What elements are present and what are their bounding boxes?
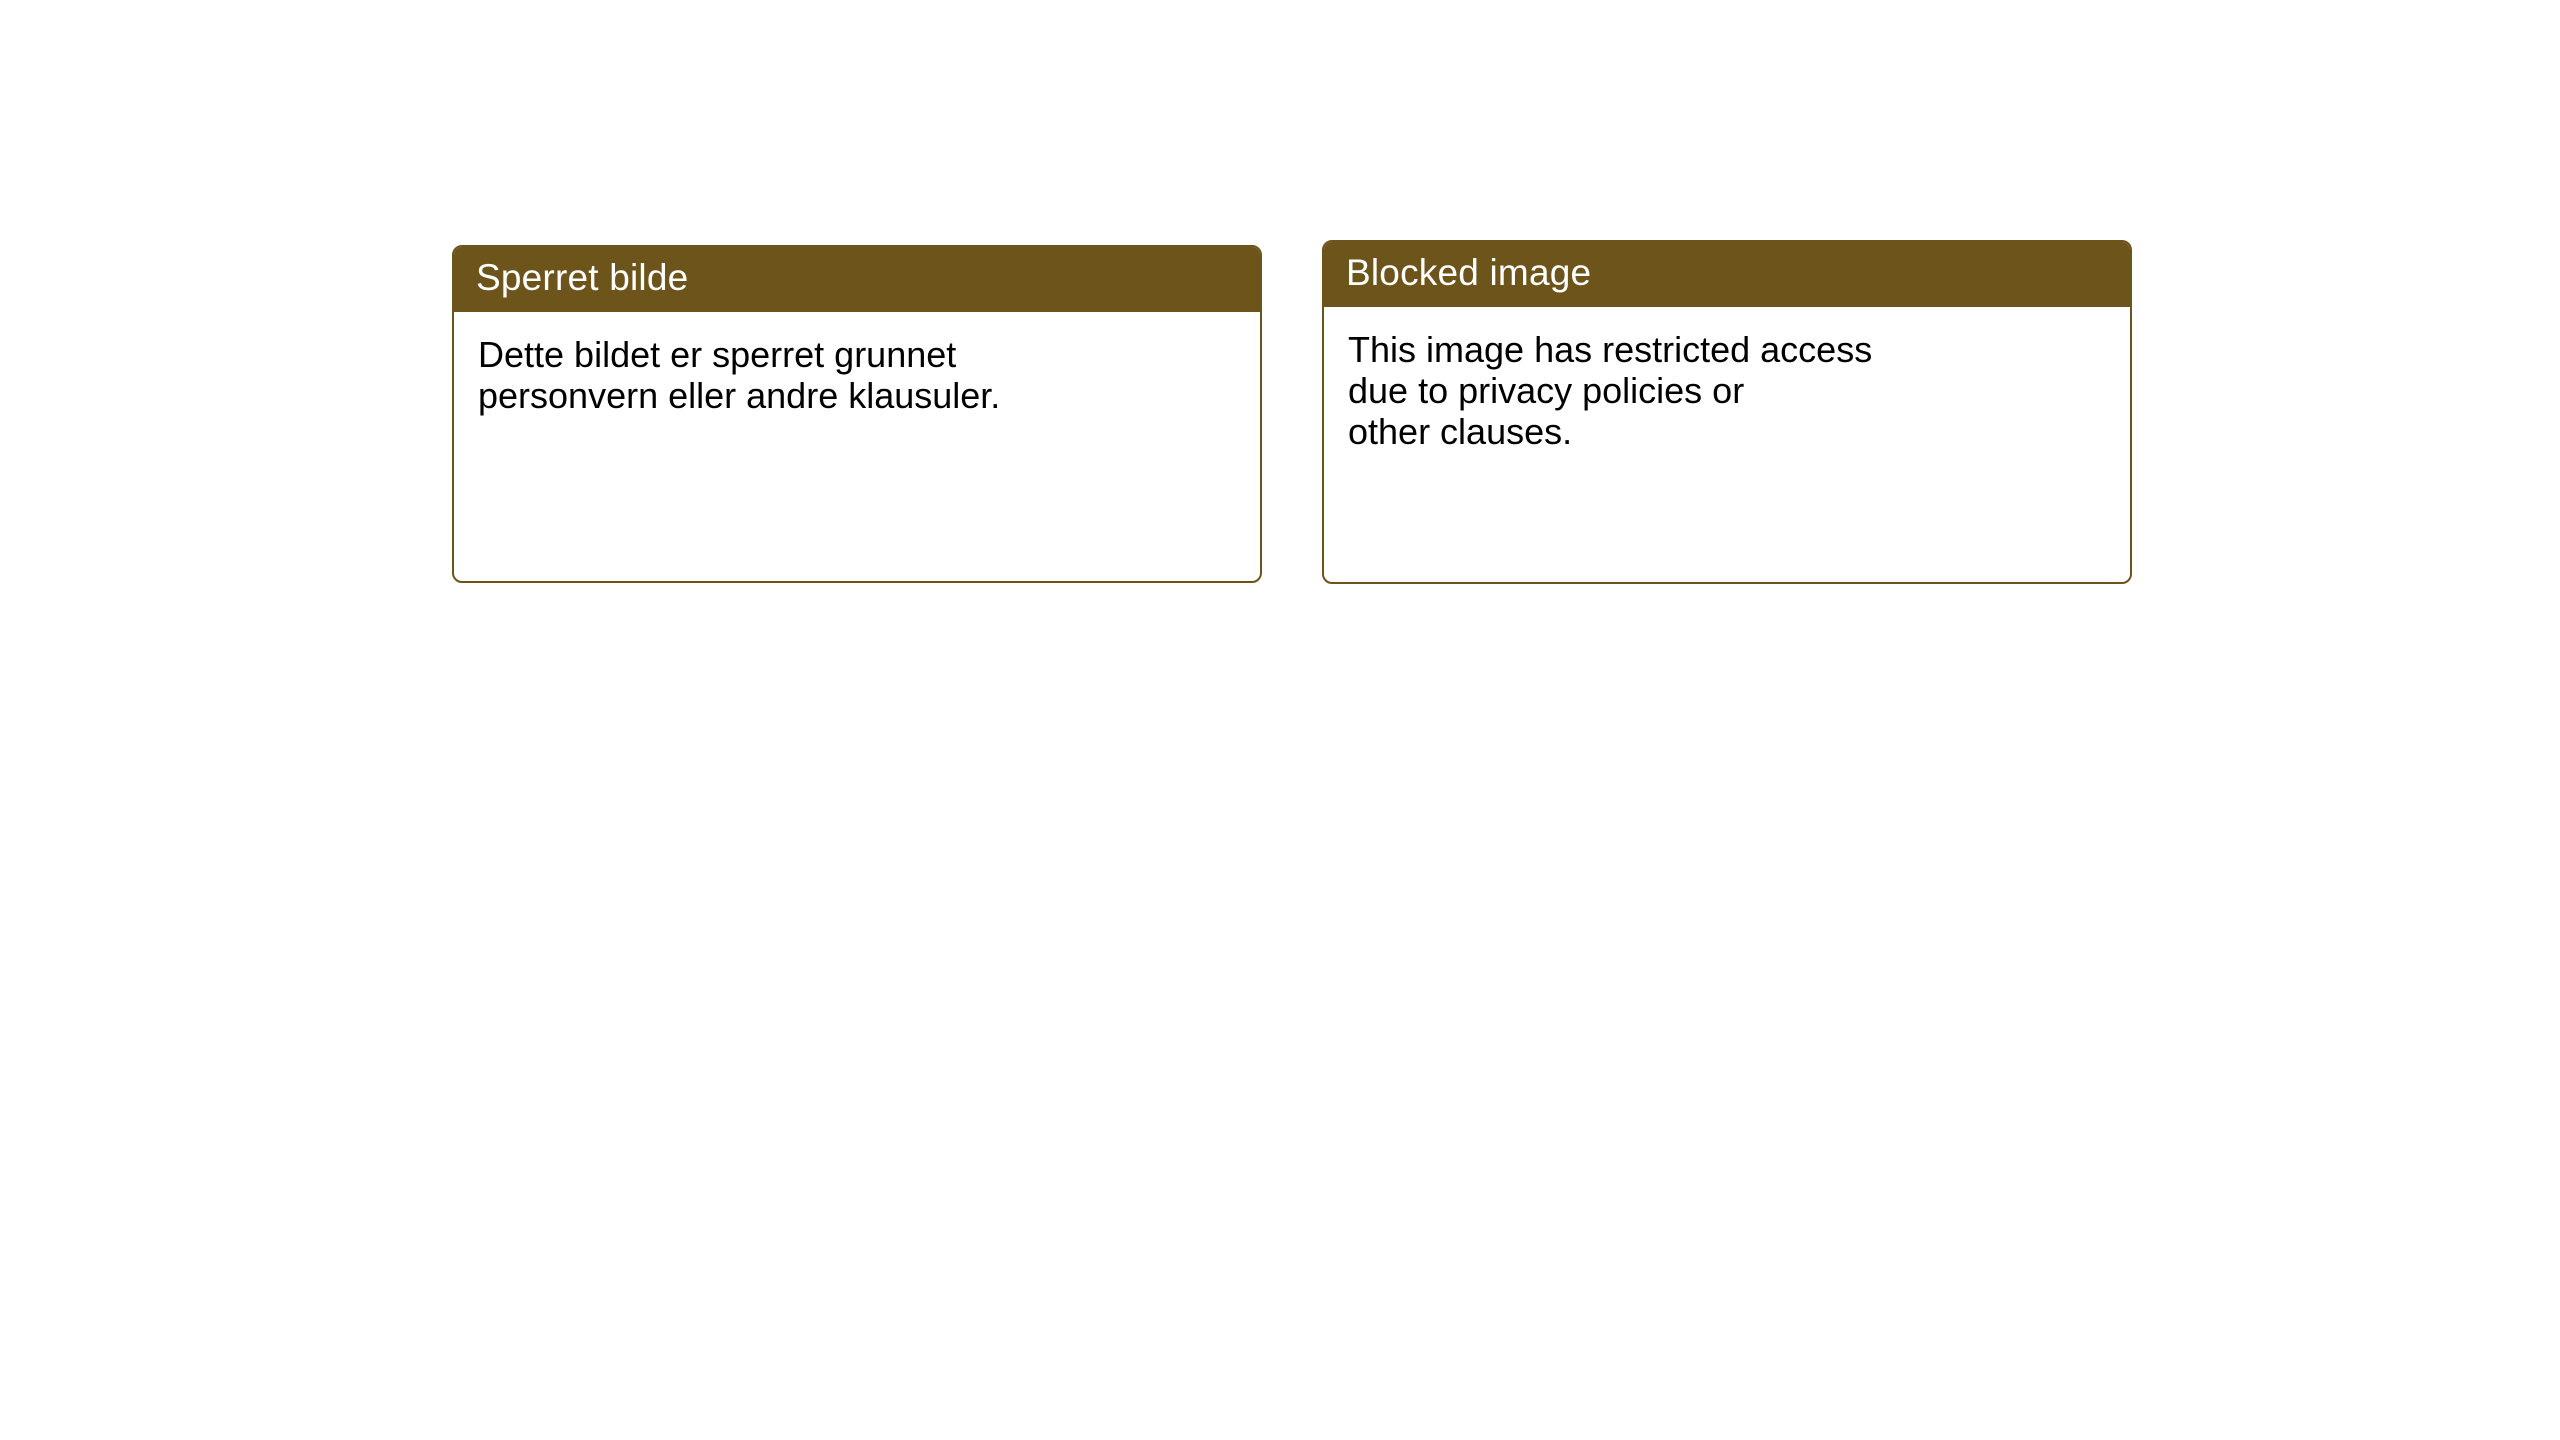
blocked-image-notice-card-no [452,245,1262,583]
card-body-line: personvern eller andre klausuler. [478,375,1001,417]
card-body-line: other clauses. [1348,411,1573,453]
card-body-line: due to privacy policies or [1348,370,1745,412]
card-body-line: This image has restricted access [1348,329,1873,370]
card-title-en: Blocked image [1324,242,2130,307]
card-title-no: Sperret bilde [454,247,1260,312]
card-body-en [1324,307,2130,452]
blocked-image-notice-card-en [1322,240,2132,584]
card-body-no [454,312,1260,416]
card-body-line: Dette bildet er sperret grunnet [478,334,957,375]
